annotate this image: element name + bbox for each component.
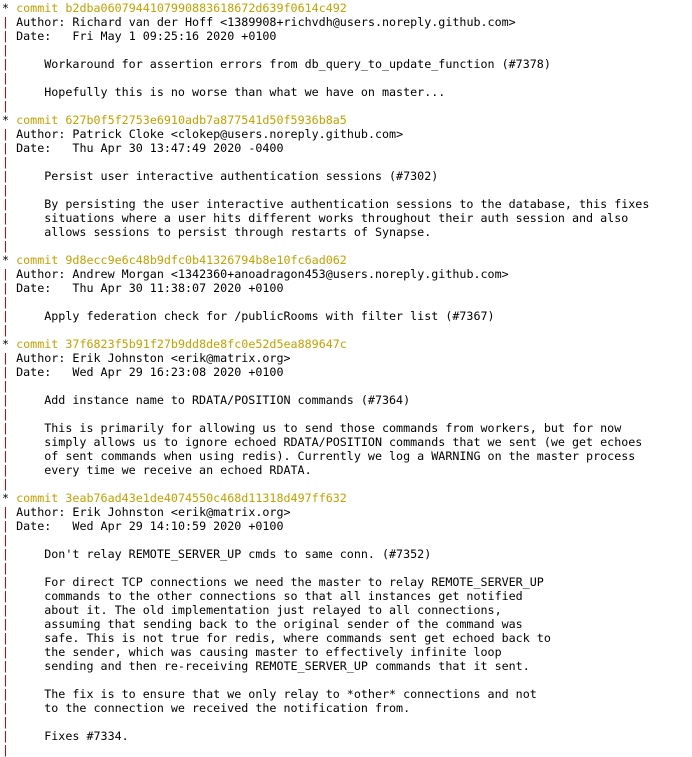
message-line — [2, 547, 692, 561]
message-indent — [9, 575, 44, 589]
graph-bar-glyph: | — [2, 687, 10, 701]
graph-line — [2, 155, 692, 169]
graph-node-glyph: * — [2, 337, 10, 351]
graph-bar-glyph: | — [2, 393, 10, 407]
graph-bar-glyph: | — [2, 365, 10, 379]
graph-bar-glyph: | — [2, 631, 10, 645]
message-text: sending and then re-receiving REMOTE_SERVER_UP commands that it sent. — [44, 659, 530, 673]
message-indent — [9, 729, 44, 743]
message-indent — [9, 169, 44, 183]
graph-line — [2, 715, 692, 729]
graph-bar-glyph: | — [2, 323, 10, 337]
graph-bar-glyph: | — [2, 351, 10, 365]
message-line — [2, 421, 692, 435]
author-value: Richard van der Hoff <1389908+richvdh@users.noreply.github.com> — [72, 15, 516, 29]
commit-hash: 3eab76ad43e1de4074550c468d11318d497ff632 — [65, 491, 347, 505]
message-line — [2, 603, 692, 617]
message-indent — [9, 701, 44, 715]
commit-hash-line — [2, 113, 692, 127]
commit-label: commit — [16, 337, 59, 351]
message-indent — [9, 659, 44, 673]
date-label: Date: — [16, 141, 52, 155]
author-value: Andrew Morgan <1342360+anoadragon453@users.noreply.github.com> — [72, 267, 509, 281]
date-gap — [51, 281, 72, 295]
graph-bar-glyph: | — [2, 15, 10, 29]
graph-bar-glyph: | — [2, 477, 10, 491]
graph-bar-glyph: | — [2, 239, 10, 253]
author-line — [2, 267, 692, 281]
graph-bar-glyph: | — [2, 659, 10, 673]
author-label: Author: — [16, 15, 66, 29]
graph-node-glyph: * — [2, 491, 10, 505]
date-value: Thu Apr 30 11:38:07 2020 +0100 — [72, 281, 284, 295]
commit-hash-line — [2, 491, 692, 505]
message-line — [2, 85, 692, 99]
graph-bar-glyph: | — [2, 589, 10, 603]
message-line — [2, 449, 692, 463]
message-line — [2, 435, 692, 449]
graph-bar-glyph: | — [2, 99, 10, 113]
graph-bar-glyph: | — [2, 183, 10, 197]
message-indent — [9, 225, 44, 239]
graph-bar-glyph: | — [2, 407, 10, 421]
message-line — [2, 589, 692, 603]
message-line — [2, 57, 692, 71]
message-indent — [9, 421, 44, 435]
commit-label: commit — [16, 113, 59, 127]
graph-bar-glyph: | — [2, 449, 10, 463]
graph-bar-glyph: | — [2, 645, 10, 659]
graph-line — [2, 43, 692, 57]
graph-bar-glyph: | — [2, 295, 10, 309]
commit-label: commit — [16, 1, 59, 15]
message-indent — [9, 85, 44, 99]
graph-bar-glyph: | — [2, 701, 10, 715]
message-text: For direct TCP connections we need the master to relay REMOTE_SERVER_UP — [44, 575, 544, 589]
graph-bar-glyph: | — [2, 743, 10, 757]
graph-bar-glyph: | — [2, 575, 10, 589]
message-indent — [9, 645, 44, 659]
message-line — [2, 211, 692, 225]
date-line — [2, 281, 692, 295]
message-line — [2, 631, 692, 645]
commit-hash: b2dba0607944107990883618672d639f0614c492 — [65, 1, 347, 15]
message-text: Persist user interactive authentication sessions (#7302) — [44, 169, 439, 183]
graph-bar-glyph: | — [2, 603, 10, 617]
date-line — [2, 365, 692, 379]
graph-line — [2, 407, 692, 421]
message-text: This is primarily for allowing us to send those commands from workers, but for now — [44, 421, 622, 435]
message-indent — [9, 687, 44, 701]
graph-bar-glyph: | — [2, 43, 10, 57]
date-label: Date: — [16, 365, 52, 379]
author-label: Author: — [16, 505, 66, 519]
graph-bar-glyph: | — [2, 127, 10, 141]
graph-line — [2, 477, 692, 491]
message-text: assuming that sending back to the original sender of the command was — [44, 617, 523, 631]
author-line — [2, 351, 692, 365]
graph-bar-glyph: | — [2, 309, 10, 323]
commit-hash: 37f6823f5b91f27b9dd8de8fc0e52d5ea889647c — [65, 337, 347, 351]
message-text: Apply federation check for /publicRooms with filter list (#7367) — [44, 309, 495, 323]
date-value: Fri May 1 09:25:16 2020 +0100 — [72, 29, 277, 43]
graph-bar-glyph: | — [2, 505, 10, 519]
message-text: Don't relay REMOTE_SERVER_UP cmds to same conn. (#7352) — [44, 547, 432, 561]
graph-bar-glyph: | — [2, 617, 10, 631]
message-text: of sent commands when using redis). Currently we log a WARNING on the master process — [44, 449, 636, 463]
message-text: every time we receive an echoed RDATA. — [44, 463, 312, 477]
date-label: Date: — [16, 281, 52, 295]
commit-hash-line — [2, 1, 692, 15]
commit-label: commit — [16, 491, 59, 505]
graph-bar-glyph: | — [2, 57, 10, 71]
message-line — [2, 687, 692, 701]
graph-bar-glyph: | — [2, 435, 10, 449]
message-line — [2, 659, 692, 673]
graph-bar-glyph: | — [2, 547, 10, 561]
git-log-output — [2, 1, 692, 757]
graph-bar-glyph: | — [2, 29, 10, 43]
message-indent — [9, 309, 44, 323]
message-text: Workaround for assertion errors from db_query_to_update_function (#7378) — [44, 57, 551, 71]
graph-line — [2, 561, 692, 575]
graph-node-glyph: * — [2, 1, 10, 15]
message-line — [2, 701, 692, 715]
date-value: Thu Apr 30 13:47:49 2020 -0400 — [72, 141, 284, 155]
graph-bar-glyph: | — [2, 729, 10, 743]
graph-bar-glyph: | — [2, 281, 10, 295]
graph-line — [2, 673, 692, 687]
message-line — [2, 225, 692, 239]
message-line — [2, 463, 692, 477]
graph-bar-glyph: | — [2, 211, 10, 225]
graph-line — [2, 743, 692, 757]
message-text: safe. This is not true for redis, where commands sent get echoed back to — [44, 631, 551, 645]
graph-bar-glyph: | — [2, 225, 10, 239]
message-indent — [9, 435, 44, 449]
message-indent — [9, 211, 44, 225]
message-text: allows sessions to persist through restarts of Synapse. — [44, 225, 432, 239]
message-line — [2, 309, 692, 323]
message-indent — [9, 617, 44, 631]
date-gap — [51, 29, 72, 43]
date-value: Wed Apr 29 14:10:59 2020 +0100 — [72, 519, 284, 533]
message-text: to the connection we received the notification from. — [44, 701, 411, 715]
author-line — [2, 15, 692, 29]
message-line — [2, 617, 692, 631]
message-text: situations where a user hits different works throughout their auth session and also — [44, 211, 629, 225]
date-value: Wed Apr 29 16:23:08 2020 +0100 — [72, 365, 284, 379]
graph-line — [2, 295, 692, 309]
author-label: Author: — [16, 267, 66, 281]
graph-bar-glyph: | — [2, 561, 10, 575]
graph-bar-glyph: | — [2, 463, 10, 477]
graph-bar-glyph: | — [2, 673, 10, 687]
message-indent — [9, 631, 44, 645]
graph-bar-glyph: | — [2, 533, 10, 547]
message-text: By persisting the user interactive authentication sessions to the database, this fixes — [44, 197, 650, 211]
author-value: Erik Johnston <erik@matrix.org> — [72, 351, 291, 365]
graph-line — [2, 239, 692, 253]
message-indent — [9, 463, 44, 477]
message-indent — [9, 197, 44, 211]
date-label: Date: — [16, 519, 52, 533]
graph-line — [2, 323, 692, 337]
graph-bar-glyph: | — [2, 85, 10, 99]
graph-bar-glyph: | — [2, 197, 10, 211]
message-indent — [9, 57, 44, 71]
graph-line — [2, 71, 692, 85]
author-value: Erik Johnston <erik@matrix.org> — [72, 505, 291, 519]
graph-bar-glyph: | — [2, 169, 10, 183]
message-line — [2, 393, 692, 407]
message-line — [2, 169, 692, 183]
graph-bar-glyph: | — [2, 421, 10, 435]
message-text: The fix is to ensure that we only relay to *other* connections and not — [44, 687, 537, 701]
commit-hash: 9d8ecc9e6c48b9dfc0b41326794b8e10fc6ad062 — [65, 253, 347, 267]
author-label: Author: — [16, 351, 66, 365]
message-line — [2, 197, 692, 211]
graph-node-glyph: * — [2, 253, 10, 267]
date-line — [2, 519, 692, 533]
date-gap — [51, 519, 72, 533]
graph-bar-glyph: | — [2, 141, 10, 155]
message-indent — [9, 603, 44, 617]
message-indent — [9, 449, 44, 463]
message-text: Hopefully this is no worse than what we have on master... — [44, 85, 446, 99]
message-text: commands to the other connections so that all instances get notified — [44, 589, 523, 603]
message-text: Fixes #7334. — [44, 729, 129, 743]
commit-hash-line — [2, 337, 692, 351]
author-value: Patrick Cloke <clokep@users.noreply.github.com> — [72, 127, 404, 141]
message-indent — [9, 589, 44, 603]
message-line — [2, 729, 692, 743]
message-text: the sender, which was causing master to effectively infinite loop — [44, 645, 502, 659]
date-line — [2, 141, 692, 155]
commit-hash-line — [2, 253, 692, 267]
graph-bar-glyph: | — [2, 379, 10, 393]
graph-line — [2, 99, 692, 113]
date-label: Date: — [16, 29, 52, 43]
graph-node-glyph: * — [2, 113, 10, 127]
author-line — [2, 505, 692, 519]
graph-bar-glyph: | — [2, 71, 10, 85]
graph-line — [2, 183, 692, 197]
message-line — [2, 575, 692, 589]
date-gap — [51, 365, 72, 379]
message-text: about it. The old implementation just relayed to all connections, — [44, 603, 502, 617]
graph-bar-glyph: | — [2, 267, 10, 281]
graph-line — [2, 533, 692, 547]
author-line — [2, 127, 692, 141]
date-gap — [51, 141, 72, 155]
message-indent — [9, 547, 44, 561]
message-text: Add instance name to RDATA/POSITION commands (#7364) — [44, 393, 411, 407]
graph-bar-glyph: | — [2, 155, 10, 169]
graph-bar-glyph: | — [2, 715, 10, 729]
commit-label: commit — [16, 253, 59, 267]
graph-line — [2, 379, 692, 393]
author-label: Author: — [16, 127, 66, 141]
graph-bar-glyph: | — [2, 519, 10, 533]
commit-hash: 627b0f5f2753e6910adb7a877541d50f5936b8a5 — [65, 113, 347, 127]
message-indent — [9, 393, 44, 407]
message-line — [2, 645, 692, 659]
message-text: simply allows us to ignore echoed RDATA/POSITION commands that we sent (we get echoes — [44, 435, 643, 449]
date-line — [2, 29, 692, 43]
